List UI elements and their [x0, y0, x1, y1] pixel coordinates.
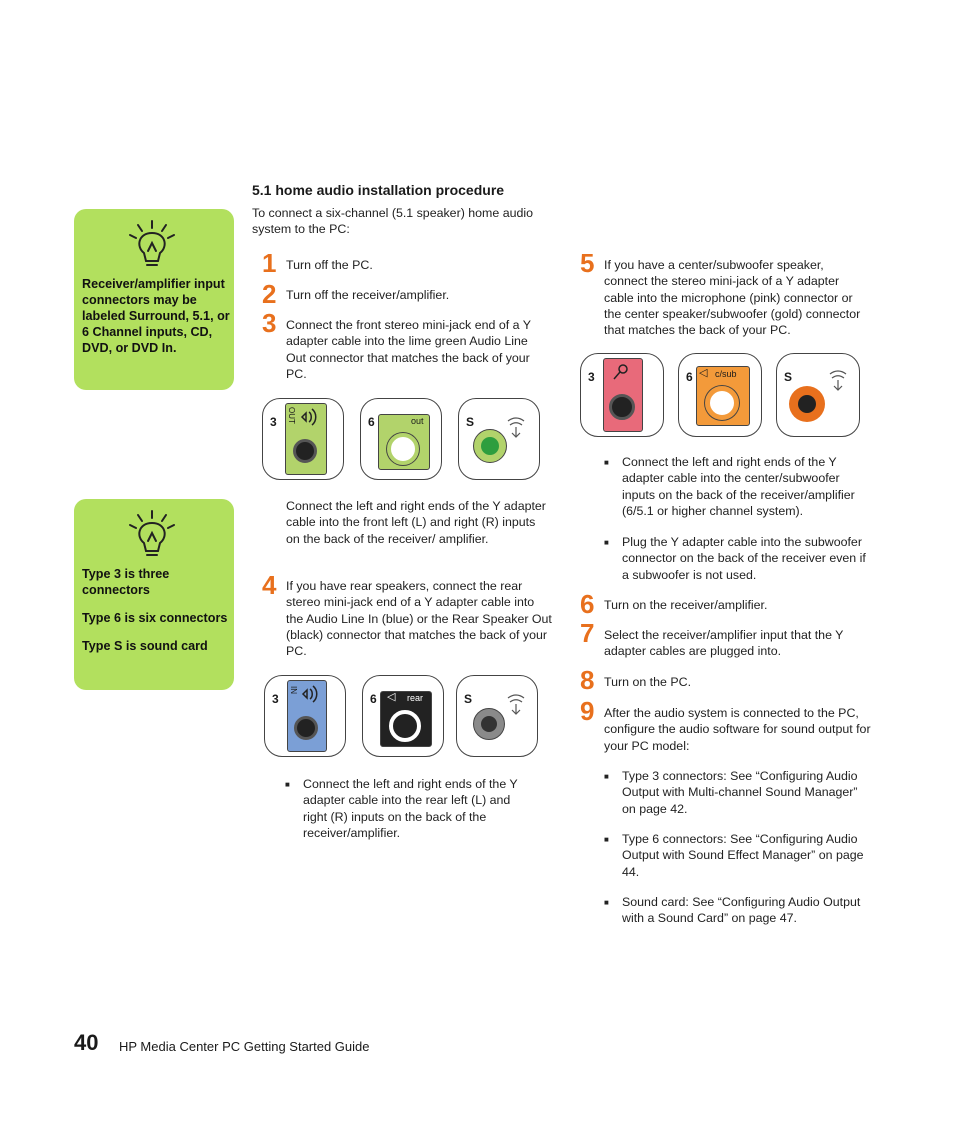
step-number: 2 [262, 279, 277, 309]
speaker-icon: ◁ [387, 691, 396, 703]
step-number: 6 [580, 589, 595, 619]
step-number: 3 [262, 308, 277, 338]
connector-type-label: 3 [272, 692, 279, 706]
bullet-item: ■ Connect the left and right ends of the Y adapter cable into the center/subwoofer inputs on the back of the receiver/amplifier (6/5.1 or higher channel system). [622, 454, 872, 519]
speaker-wave-icon [827, 368, 849, 392]
step-number: 5 [580, 248, 595, 278]
tip-line: Receiver/amplifier input connectors may be labeled Surround, 5.1, or 6 Channel inputs, CD, DVD, or DVD In. [82, 277, 230, 355]
jack-hole [481, 437, 499, 455]
tip-text [82, 566, 230, 654]
connector-panel-type3 [580, 353, 664, 437]
step-text: If you have rear speakers, connect the rear stereo mini-jack end of a Y adapter cable into the Audio Line In (blue) or the Rear Speaker Out (black) connector that matches the back of your PC. [286, 579, 552, 659]
connector-panel-type6 [360, 398, 442, 480]
jack-label: c/sub [715, 369, 737, 379]
connector-panel-soundcard [456, 675, 538, 757]
tip-line: Type 6 is six connectors [82, 611, 228, 625]
document-title: HP Media Center PC Getting Started Guide [119, 1039, 370, 1054]
jack-label: rear [407, 693, 424, 703]
intro-text: To connect a six-channel (5.1 speaker) home audio system to the PC: [252, 206, 534, 237]
jack-socket [387, 433, 419, 465]
jack-label: OUT [287, 407, 296, 424]
jack-label: out [411, 416, 424, 426]
page-number: 40 [74, 1030, 99, 1055]
step-number: 1 [262, 248, 277, 278]
bullet-item: ■ Sound card: See “Configuring Audio Output with a Sound Card” on page 47. [622, 894, 872, 927]
lightbulb-icon [126, 509, 178, 561]
bullet-item: ■ Type 6 connectors: See “Configuring Audio Output with Sound Effect Manager” on page 44. [622, 831, 872, 880]
speaker-wave-icon [297, 682, 323, 706]
jack-label: IN [289, 686, 298, 694]
jack-socket [294, 716, 318, 740]
tip-line: Type S is sound card [82, 639, 208, 653]
jack-socket [705, 386, 739, 420]
section-heading: 5.1 home audio installation procedure [252, 182, 505, 198]
connector-type-label: 3 [588, 370, 595, 384]
connector-type-label: S [464, 692, 473, 706]
tip-text [82, 276, 230, 356]
tip-line: Type 3 is three connectors [82, 567, 170, 597]
step-number: 7 [580, 618, 595, 648]
lightbulb-icon [126, 219, 178, 271]
bullet-item: ■ Connect the left and right ends of the Y adapter cable into the rear left (L) and right (R) inputs on the back of the receiver/amplifier. [303, 776, 528, 841]
step-text: If you have a center/subwoofer speaker, connect the stereo mini-jack of a Y adapter cable into the microphone (pink) connector or the center speaker/subwoofer (gold) connector that matches the back of your PC. [604, 258, 861, 338]
connector-panel-type6 [362, 675, 444, 757]
step-text: After the audio system is connected to the PC, configure the audio software for sound output for your PC model: [604, 706, 871, 753]
step-number: 9 [580, 696, 595, 726]
step-text: Turn on the receiver/amplifier. [604, 598, 768, 612]
step-text: Turn off the receiver/amplifier. [286, 288, 450, 302]
connector-type-label: 6 [686, 370, 693, 384]
connector-type-label: S [784, 370, 793, 384]
connector-panel-soundcard [776, 353, 860, 437]
speaker-icon: ◁ [699, 367, 708, 379]
jack-socket [293, 439, 317, 463]
bullet-item: ■ Type 3 connectors: See “Configuring Audio Output with Multi-channel Sound Manager” on page 42. [622, 768, 872, 817]
jack-hole [481, 716, 497, 732]
connector-type-label: S [466, 415, 475, 429]
speaker-wave-icon [505, 415, 527, 439]
connector-type-label: 3 [270, 415, 277, 429]
connector-panel-soundcard [458, 398, 540, 480]
jack-socket [609, 394, 635, 420]
step-text: Turn off the PC. [286, 258, 373, 272]
step-number: 4 [262, 570, 277, 600]
tip-box-receiver [74, 209, 234, 390]
connector-type-label: 6 [368, 415, 375, 429]
step-text: Connect the front stereo mini-jack end of a Y adapter cable into the lime green Audio Line Out connector that matches the back of your PC. [286, 318, 531, 381]
bullet-item: ■ Plug the Y adapter cable into the subwoofer connector on the back of the receiver even if a subwoofer is not used. [622, 534, 872, 583]
microphone-icon [611, 362, 631, 382]
jack-socket [389, 710, 421, 742]
speaker-wave-icon [505, 692, 527, 716]
tip-box-types [74, 499, 234, 690]
connector-panel-type3 [262, 398, 344, 480]
connector-panel-type6 [678, 353, 762, 437]
step-text: Select the receiver/amplifier input that the Y adapter cables are plugged into. [604, 628, 844, 659]
step-number: 8 [580, 665, 595, 695]
speaker-wave-icon [296, 405, 322, 429]
step-text: Turn on the PC. [604, 675, 692, 689]
connector-panel-type3 [264, 675, 346, 757]
step-continuation: Connect the left and right ends of the Y adapter cable into the front left (L) and right (R) inputs on the back of the receiver/ amplifier. [286, 499, 546, 546]
jack-hole [798, 395, 816, 413]
connector-type-label: 6 [370, 692, 377, 706]
